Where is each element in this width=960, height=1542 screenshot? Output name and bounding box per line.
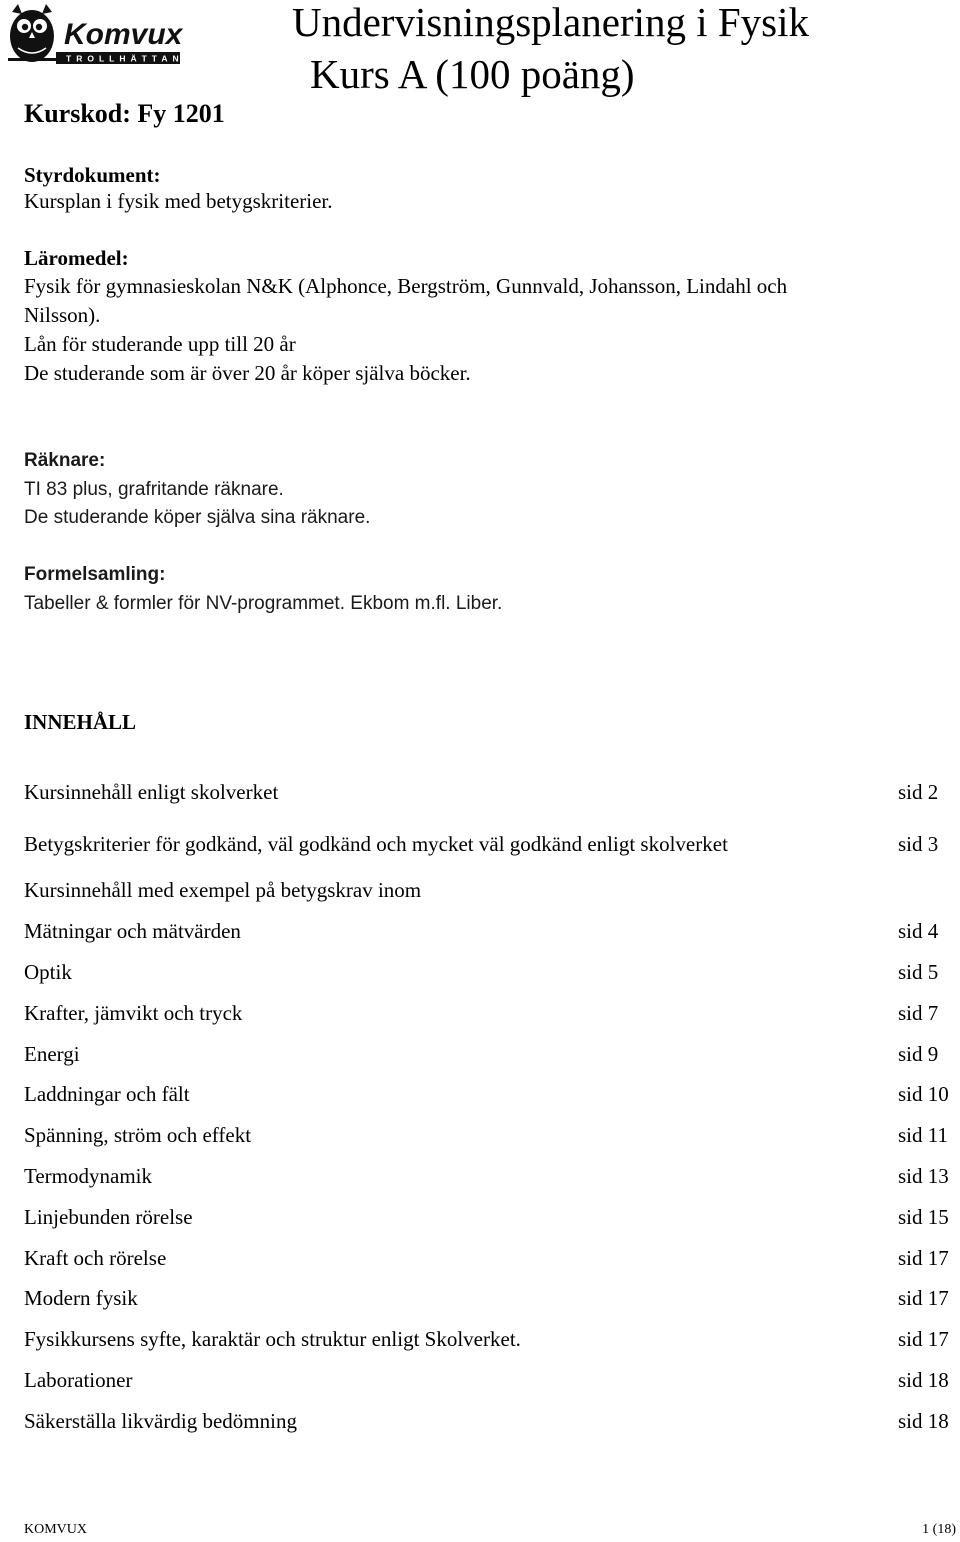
toc-entry-page: sid 17 — [898, 1246, 949, 1270]
toc-entry-label: Laborationer — [24, 1368, 133, 1392]
toc-entry-label: Betygskriterier för godkänd, väl godkänd och mycket väl godkänd enligt skolverket — [24, 832, 728, 856]
toc-entry — [24, 1244, 958, 1272]
komvux-logo — [4, 2, 184, 68]
toc-entry — [24, 830, 958, 858]
toc-entry — [24, 778, 958, 806]
toc-entry-label: Linjebunden rörelse — [24, 1205, 193, 1229]
page-title-line-1: Undervisningsplanering i Fysik — [292, 0, 810, 45]
laromedel-line: De studerande som är över 20 år köper själva böcker. — [24, 361, 471, 385]
toc-entry — [24, 1040, 958, 1068]
toc-entry-label: Fysikkursens syfte, karaktär och struktur enligt Skolverket. — [24, 1327, 521, 1351]
toc-entry — [24, 958, 958, 986]
toc-entry-label: Spänning, ström och effekt — [24, 1123, 252, 1147]
logo-subtext: TROLLHÄTTAN — [66, 53, 184, 64]
raknare-heading: Räknare: — [24, 450, 106, 471]
toc-entry-label: Kraft och rörelse — [24, 1246, 167, 1270]
toc-entry-page: sid 5 — [898, 960, 939, 984]
toc-entry-page: sid 10 — [898, 1082, 949, 1106]
footer-page-number: 1 (18) — [922, 1522, 956, 1537]
toc-entry-label: Säkerställa likvärdig bedömning — [24, 1409, 297, 1433]
toc-entry-label: Laddningar och fält — [24, 1082, 190, 1106]
toc-heading: INNEHÅLL — [24, 710, 137, 734]
toc-entry-page: sid 2 — [898, 780, 939, 804]
formelsamling-heading: Formelsamling: — [24, 564, 166, 585]
styrdokument-text: Kursplan i fysik med betygskriterier. — [24, 189, 333, 213]
toc-entry-page: sid 7 — [898, 1001, 939, 1025]
formelsamling-text: Tabeller & formler för NV-programmet. Ekbom m.fl. Liber. — [24, 593, 503, 614]
toc-entry-label: Kursinnehåll enligt skolverket — [24, 780, 279, 804]
toc-entry-label: Energi — [24, 1042, 80, 1066]
toc-entry-page: sid 4 — [898, 919, 939, 943]
toc-entry-label: Mätningar och mätvärden — [24, 919, 241, 943]
toc-entry-page: sid 15 — [898, 1205, 949, 1229]
toc-entry — [24, 1080, 958, 1108]
toc-entry-label: Krafter, jämvikt och tryck — [24, 1001, 243, 1025]
toc-entry — [24, 1121, 958, 1149]
logo-text: Komvux — [64, 18, 183, 51]
owl-icon — [4, 2, 184, 68]
toc-entry-label: Kursinnehåll med exempel på betygskrav inom — [24, 878, 422, 902]
laromedel-heading: Läromedel: — [24, 246, 129, 270]
footer-organization: KOMVUX — [24, 1522, 87, 1537]
toc-entry — [24, 1407, 958, 1435]
laromedel-line: Nilsson). — [24, 303, 101, 327]
toc-entry-page: sid 18 — [898, 1409, 949, 1433]
laromedel-line: Fysik för gymnasieskolan N&K (Alphonce, Bergström, Gunnvald, Johansson, Lindahl och — [24, 274, 788, 298]
toc-entry-label: Modern fysik — [24, 1286, 138, 1310]
toc-entry-page: sid 11 — [898, 1123, 948, 1147]
styrdokument-heading: Styrdokument: — [24, 163, 161, 187]
toc-entry — [24, 1162, 958, 1190]
toc-entry — [24, 1366, 958, 1394]
page-title-line-2: Kurs A (100 poäng) — [310, 51, 635, 97]
toc-entry-page: sid 3 — [898, 832, 939, 856]
toc-entry-page: sid 13 — [898, 1164, 949, 1188]
toc-entry-label: Termodynamik — [24, 1164, 152, 1188]
toc-entry — [24, 876, 958, 904]
toc-entry — [24, 1203, 958, 1231]
toc-entry-label: Optik — [24, 960, 72, 984]
toc-entry — [24, 917, 958, 945]
toc-entry-page: sid 18 — [898, 1368, 949, 1392]
course-code: Kurskod: Fy 1201 — [24, 99, 225, 128]
raknare-line: De studerande köper själva sina räknare. — [24, 507, 371, 528]
toc-entry-page: sid 17 — [898, 1286, 949, 1310]
laromedel-line: Lån för studerande upp till 20 år — [24, 332, 296, 356]
toc-entry — [24, 1325, 958, 1353]
toc-entry-page: sid 17 — [898, 1327, 949, 1351]
toc-entry-page: sid 9 — [898, 1042, 939, 1066]
toc-entry — [24, 1284, 958, 1312]
raknare-line: TI 83 plus, grafritande räknare. — [24, 479, 284, 500]
toc-entry — [24, 999, 958, 1027]
